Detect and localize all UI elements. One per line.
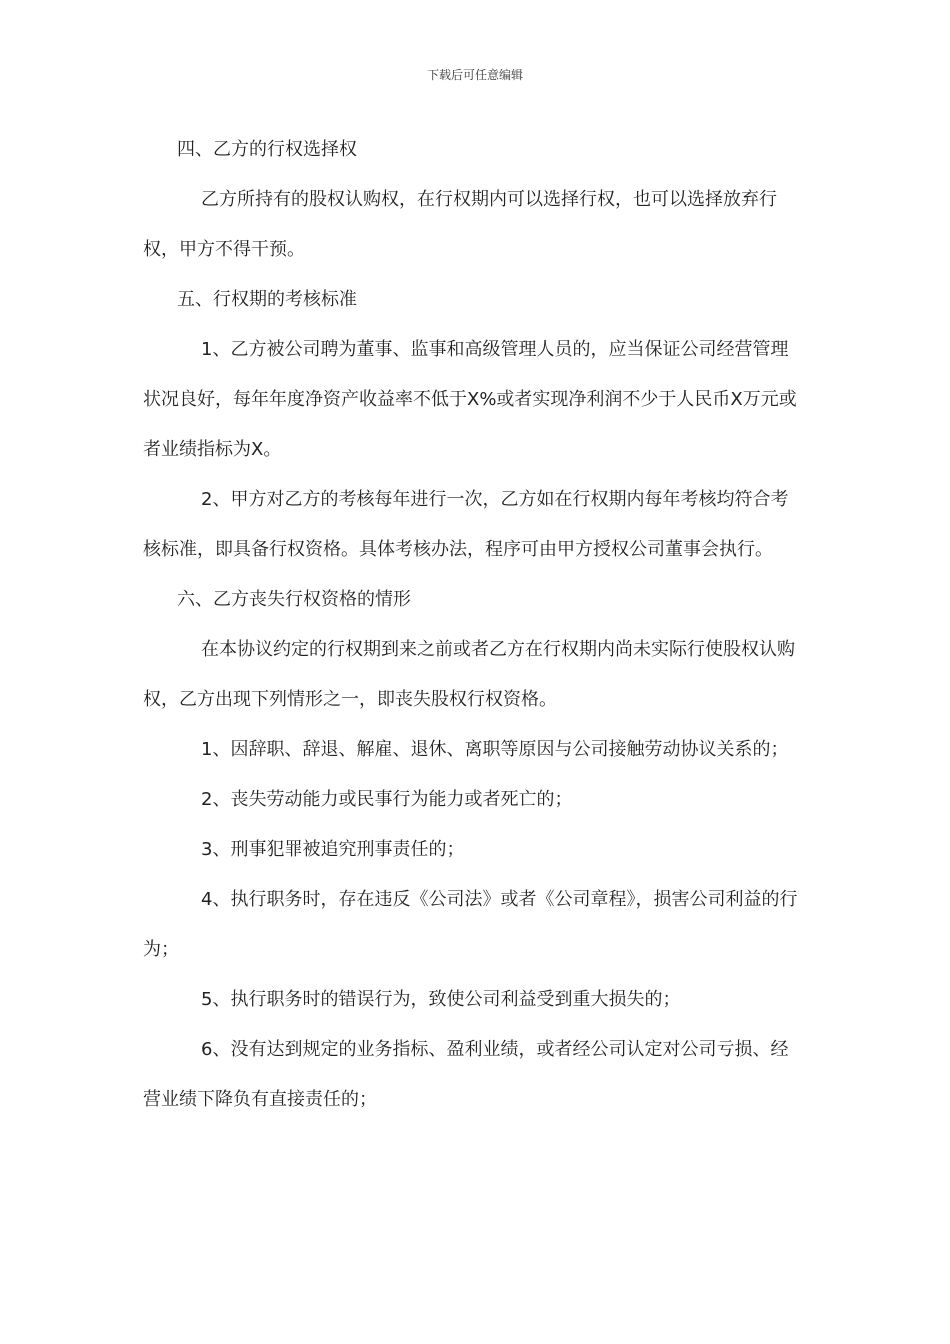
- list-item-loss-1: 1、因辞职、辞退、解雇、退休、离职等原因与公司接触劳动协议关系的；: [201, 739, 789, 760]
- list-item-loss-5: 5、执行职务时的错误行为，致使公司利益受到重大损失的；: [201, 989, 681, 1010]
- section-heading-4: 四、乙方的行权选择权: [177, 139, 357, 160]
- list-item-loss-3: 3、刑事犯罪被追究刑事责任的；: [201, 839, 465, 860]
- section-heading-6: 六、乙方丧失行权资格的情形: [177, 589, 411, 610]
- paragraph-assessment-2: 2、甲方对乙方的考核每年进行一次，乙方如在行权期内每年考核均符合考核标准，即具备行权资格。具体考核办法，程序可由甲方授权公司董事会执行。: [143, 489, 789, 560]
- page-header: 下载后可任意编辑: [426, 68, 523, 82]
- list-item-loss-6: 6、没有达到规定的业务指标、盈利业绩，或者经公司认定对公司亏损、经营业绩下降负有直接责任的；: [143, 1039, 789, 1110]
- section-heading-5: 五、行权期的考核标准: [177, 289, 357, 310]
- list-item-loss-4: 4、执行职务时，存在违反《公司法》或者《公司章程》，损害公司利益的行为；: [143, 889, 798, 960]
- list-item-loss-2: 2、丧失劳动能力或民事行为能力或者死亡的；: [201, 789, 573, 810]
- paragraph-loss-intro: 在本协议约定的行权期到来之前或者乙方在行权期内尚未实际行使股权认购权，乙方出现下列情形之一，即丧失股权行权资格。: [143, 639, 795, 710]
- paragraph-assessment-1: 1、乙方被公司聘为董事、监事和高级管理人员的，应当保证公司经营管理状况良好，每年年度净资产收益率不低于X%或者实现净利润不少于人民币X万元或者业绩指标为X。: [143, 339, 797, 460]
- paragraph-exercise-choice: 乙方所持有的股权认购权，在行权期内可以选择行权，也可以选择放弃行权，甲方不得干预。: [143, 189, 777, 260]
- document-body: [143, 125, 803, 1125]
